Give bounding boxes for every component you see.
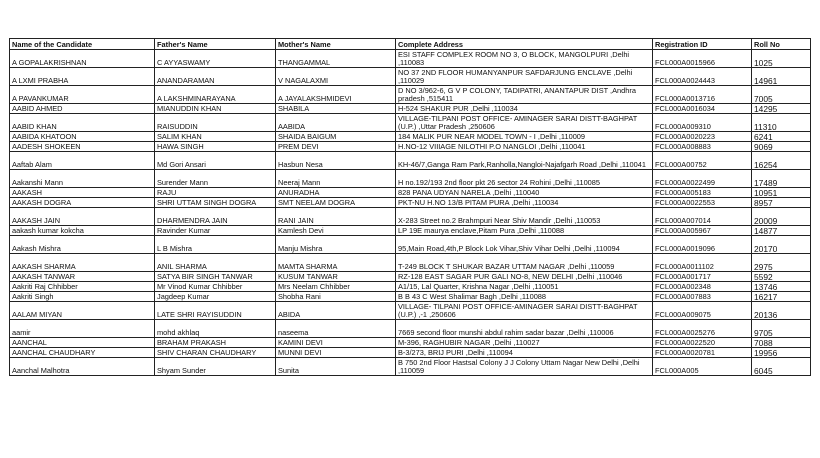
cell-father-name: HAWA SINGH <box>155 142 276 152</box>
cell-roll-no: 5592 <box>752 272 811 282</box>
cell-address: LP 19E maurya enclave,Pitam Pura ,Delhi ,110088 <box>396 226 653 236</box>
table-row <box>10 236 811 254</box>
cell-father-name: ANANDARAMAN <box>155 68 276 86</box>
cell-mother-name: AABIDA <box>276 114 396 132</box>
cell-father-name: Shyam Sunder <box>155 358 276 376</box>
cell-candidate-name: Aakash Mishra <box>10 236 155 254</box>
cell-father-name: Mr Vinod Kumar Chhibber <box>155 282 276 292</box>
cell-father-name: BRAHAM PRAKASH <box>155 338 276 348</box>
header-mother-name: Mother's Name <box>276 39 396 50</box>
cell-mother-name: PREM DEVI <box>276 142 396 152</box>
table-row <box>10 152 811 170</box>
cell-registration-id: FCL000A007014 <box>653 208 752 226</box>
cell-registration-id: FCL000A0022499 <box>653 170 752 188</box>
cell-candidate-name: AAKASH DOGRA <box>10 198 155 208</box>
cell-address: H-524 SHAKUR PUR ,Delhi ,110034 <box>396 104 653 114</box>
table-row <box>10 226 811 236</box>
cell-mother-name: Hasbun Nesa <box>276 152 396 170</box>
cell-registration-id: FCL000A0015966 <box>653 50 752 68</box>
table-row <box>10 114 811 132</box>
cell-address: PKT-NU H.NO 13/B PITAM PURA ,Delhi ,110034 <box>396 198 653 208</box>
cell-registration-id: FCL000A009075 <box>653 302 752 320</box>
cell-roll-no: 16217 <box>752 292 811 302</box>
cell-roll-no: 10951 <box>752 188 811 198</box>
table-row <box>10 208 811 226</box>
cell-roll-no: 14877 <box>752 226 811 236</box>
cell-roll-no: 14961 <box>752 68 811 86</box>
cell-address: 95,Main Road,4th,P Block Lok Vihar,Shiv Vihar Delhi ,Delhi ,110094 <box>396 236 653 254</box>
header-registration-id: Registration ID <box>653 39 752 50</box>
cell-registration-id: FCL000A0020223 <box>653 132 752 142</box>
cell-mother-name: Shobha Rani <box>276 292 396 302</box>
cell-address: B-3/273, BRIJ PURI ,Delhi ,110094 <box>396 348 653 358</box>
cell-roll-no: 20170 <box>752 236 811 254</box>
cell-address: ESI STAFF COMPLEX ROOM NO 3, O BLOCK, MANGOLPURI ,Delhi ,110083 <box>396 50 653 68</box>
cell-candidate-name: A GOPALAKRISHNAN <box>10 50 155 68</box>
cell-roll-no: 11310 <box>752 114 811 132</box>
table-row <box>10 50 811 68</box>
cell-address: NO 37 2ND FLOOR HUMANYANPUR SAFDARJUNG ENCLAVE ,Delhi ,110029 <box>396 68 653 86</box>
cell-address: M-396, RAGHUBIR NAGAR ,Delhi ,110027 <box>396 338 653 348</box>
cell-mother-name: MAMTA SHARMA <box>276 254 396 272</box>
candidate-table <box>9 38 811 376</box>
cell-address: VILLAGE-TILPANI POST OFFICE- AMINAGER SARAI DISTT-BAGHPAT (U.P.) ,Uttar Pradesh ,250606 <box>396 114 653 132</box>
cell-address: H no.192/193 2nd floor pkt 26 sector 24 Rohini ,Delhi ,110085 <box>396 170 653 188</box>
cell-roll-no: 9069 <box>752 142 811 152</box>
cell-mother-name: A JAYALAKSHMIDEVI <box>276 86 396 104</box>
cell-mother-name: KUSUM TANWAR <box>276 272 396 282</box>
cell-candidate-name: AAKASH <box>10 188 155 198</box>
cell-candidate-name: Aakanshi Mann <box>10 170 155 188</box>
cell-father-name: SATYA BIR SINGH TANWAR <box>155 272 276 282</box>
table-row <box>10 68 811 86</box>
cell-roll-no: 8957 <box>752 198 811 208</box>
header-father-name: Father's Name <box>155 39 276 50</box>
table-row <box>10 198 811 208</box>
table-row <box>10 320 811 338</box>
cell-mother-name: SMT NEELAM DOGRA <box>276 198 396 208</box>
cell-mother-name: ANURADHA <box>276 188 396 198</box>
cell-father-name: LATE SHRI RAYISUDDIN <box>155 302 276 320</box>
cell-roll-no: 17489 <box>752 170 811 188</box>
cell-candidate-name: Aaftab Alam <box>10 152 155 170</box>
cell-roll-no: 7005 <box>752 86 811 104</box>
cell-father-name: Surender Mann <box>155 170 276 188</box>
header-roll-no: Roll No <box>752 39 811 50</box>
cell-address: 7669 second floor munshi abdul rahim sadar bazar ,Delhi ,110006 <box>396 320 653 338</box>
table-body <box>10 50 811 376</box>
cell-registration-id: FCL000A0025276 <box>653 320 752 338</box>
cell-roll-no: 2975 <box>752 254 811 272</box>
cell-registration-id: FCL000A0024443 <box>653 68 752 86</box>
table-row <box>10 282 811 292</box>
cell-address: B B 43 C West Shalimar Bagh ,Delhi ,110088 <box>396 292 653 302</box>
cell-address: T-249 BLOCK T SHUKAR BAZAR UTTAM NAGAR ,Delhi ,110059 <box>396 254 653 272</box>
cell-father-name: RAJU <box>155 188 276 198</box>
cell-registration-id: FCL000A007883 <box>653 292 752 302</box>
cell-roll-no: 13746 <box>752 282 811 292</box>
cell-mother-name: V NAGALAXMI <box>276 68 396 86</box>
cell-mother-name: KAMINI DEVI <box>276 338 396 348</box>
cell-candidate-name: Aakriti Raj Chhibber <box>10 282 155 292</box>
cell-address: H.NO-12 VIIIAGE NILOTHI P.O NANGLOI ,Delhi ,110041 <box>396 142 653 152</box>
header-candidate-name: Name of the Candidate <box>10 39 155 50</box>
table-row <box>10 104 811 114</box>
cell-father-name: ANIL SHARMA <box>155 254 276 272</box>
cell-registration-id: FCL000A0011102 <box>653 254 752 272</box>
cell-candidate-name: AADESH SHOKEEN <box>10 142 155 152</box>
cell-father-name: RAISUDDIN <box>155 114 276 132</box>
cell-candidate-name: A LXMI PRABHA <box>10 68 155 86</box>
cell-registration-id: FCL000A005 <box>653 358 752 376</box>
cell-candidate-name: AANCHAL <box>10 338 155 348</box>
cell-father-name: MIANUDDIN KHAN <box>155 104 276 114</box>
cell-mother-name: MUNNI DEVI <box>276 348 396 358</box>
cell-candidate-name: Aanchal Malhotra <box>10 358 155 376</box>
cell-address: RZ-128 EAST SAGAR PUR GALI NO-8, NEW DELHI ,Delhi ,110046 <box>396 272 653 282</box>
cell-father-name: L B Mishra <box>155 236 276 254</box>
cell-registration-id: FCL000A0020781 <box>653 348 752 358</box>
cell-candidate-name: AAKASH TANWAR <box>10 272 155 282</box>
cell-roll-no: 16254 <box>752 152 811 170</box>
cell-father-name: SHRI UTTAM SINGH DOGRA <box>155 198 276 208</box>
table-row <box>10 170 811 188</box>
cell-registration-id: FCL000A009310 <box>653 114 752 132</box>
cell-registration-id: FCL000A001717 <box>653 272 752 282</box>
cell-address: KH-46/7,Ganga Ram Park,Ranholla,Nangloi-Najafgarh Road ,Delhi ,110041 <box>396 152 653 170</box>
cell-roll-no: 1025 <box>752 50 811 68</box>
cell-roll-no: 19956 <box>752 348 811 358</box>
cell-candidate-name: aakash kumar kokcha <box>10 226 155 236</box>
cell-mother-name: RANI JAIN <box>276 208 396 226</box>
cell-father-name: DHARMENDRA JAIN <box>155 208 276 226</box>
cell-address: A1/15, Lal Quarter, Krishna Nagar ,Delhi ,110051 <box>396 282 653 292</box>
cell-address: B 750 2nd Floor Hastsal Colony J J Colony Uttam Nagar New Delhi ,Delhi ,110059 <box>396 358 653 376</box>
table-row <box>10 86 811 104</box>
cell-registration-id: FCL000A005967 <box>653 226 752 236</box>
cell-candidate-name: AALAM MIYAN <box>10 302 155 320</box>
cell-mother-name: Neeraj Mann <box>276 170 396 188</box>
cell-roll-no: 20136 <box>752 302 811 320</box>
cell-address: VILLAGE- TILPANI POST OFFICE-AMINAGER SARAI DISTT-BAGHPAT (U.P.) ,-1 ,250606 <box>396 302 653 320</box>
cell-father-name: C AYYASWAMY <box>155 50 276 68</box>
cell-roll-no: 6045 <box>752 358 811 376</box>
cell-father-name: Ravinder Kumar <box>155 226 276 236</box>
cell-mother-name: SHABILA <box>276 104 396 114</box>
cell-address: D NO 3/962-6, G V P COLONY, TADIPATRI, ANANTAPUR DIST ,Andhra pradesh ,515411 <box>396 86 653 104</box>
table-row <box>10 292 811 302</box>
cell-candidate-name: AABID AHMED <box>10 104 155 114</box>
header-address: Complete Address <box>396 39 653 50</box>
table-row <box>10 348 811 358</box>
table-row <box>10 142 811 152</box>
cell-mother-name: Kamlesh Devi <box>276 226 396 236</box>
cell-candidate-name: AAKASH JAIN <box>10 208 155 226</box>
cell-father-name: Md Gori Ansari <box>155 152 276 170</box>
table-header-row <box>10 39 811 50</box>
cell-mother-name: Mrs Neelam Chhibber <box>276 282 396 292</box>
cell-registration-id: FCL000A008883 <box>653 142 752 152</box>
cell-roll-no: 9705 <box>752 320 811 338</box>
cell-roll-no: 20009 <box>752 208 811 226</box>
table-row <box>10 338 811 348</box>
cell-mother-name: Sunita <box>276 358 396 376</box>
cell-registration-id: FCL000A0016034 <box>653 104 752 114</box>
cell-address: 184 MALIK PUR NEAR MODEL TOWN - I ,Delhi ,110009 <box>396 132 653 142</box>
cell-roll-no: 6241 <box>752 132 811 142</box>
cell-registration-id: FCL000A0019096 <box>653 236 752 254</box>
candidate-sheet <box>9 38 810 376</box>
cell-mother-name: naseema <box>276 320 396 338</box>
table-row <box>10 272 811 282</box>
cell-father-name: Jagdeep Kumar <box>155 292 276 302</box>
cell-registration-id: FCL000A0022520 <box>653 338 752 348</box>
cell-registration-id: FCL000A0013716 <box>653 86 752 104</box>
cell-candidate-name: AAKASH SHARMA <box>10 254 155 272</box>
cell-address: 828 PANA UDYAN NARELA ,Delhi ,110040 <box>396 188 653 198</box>
cell-registration-id: FCL000A002348 <box>653 282 752 292</box>
table-row <box>10 254 811 272</box>
cell-father-name: mohd akhlaq <box>155 320 276 338</box>
cell-roll-no: 14295 <box>752 104 811 114</box>
cell-address: X-283 Street no.2 Brahmpuri Near Shiv Mandir ,Delhi ,110053 <box>396 208 653 226</box>
table-row <box>10 132 811 142</box>
cell-candidate-name: A PAVANKUMAR <box>10 86 155 104</box>
cell-registration-id: FCL000A005183 <box>653 188 752 198</box>
table-row <box>10 358 811 376</box>
cell-father-name: A LAKSHMINARAYANA <box>155 86 276 104</box>
cell-mother-name: Manju Mishra <box>276 236 396 254</box>
cell-mother-name: SHAIDA BAIGUM <box>276 132 396 142</box>
cell-father-name: SALIM KHAN <box>155 132 276 142</box>
table-row <box>10 188 811 198</box>
cell-father-name: SHIV CHARAN CHAUDHARY <box>155 348 276 358</box>
cell-mother-name: ABIDA <box>276 302 396 320</box>
cell-registration-id: FCL000A00752 <box>653 152 752 170</box>
cell-candidate-name: aamir <box>10 320 155 338</box>
cell-candidate-name: AANCHAL CHAUDHARY <box>10 348 155 358</box>
cell-candidate-name: AABID KHAN <box>10 114 155 132</box>
cell-candidate-name: AABIDA KHATOON <box>10 132 155 142</box>
table-row <box>10 302 811 320</box>
cell-roll-no: 7088 <box>752 338 811 348</box>
cell-registration-id: FCL000A0022553 <box>653 198 752 208</box>
cell-candidate-name: Aakriti Singh <box>10 292 155 302</box>
cell-mother-name: THANGAMMAL <box>276 50 396 68</box>
